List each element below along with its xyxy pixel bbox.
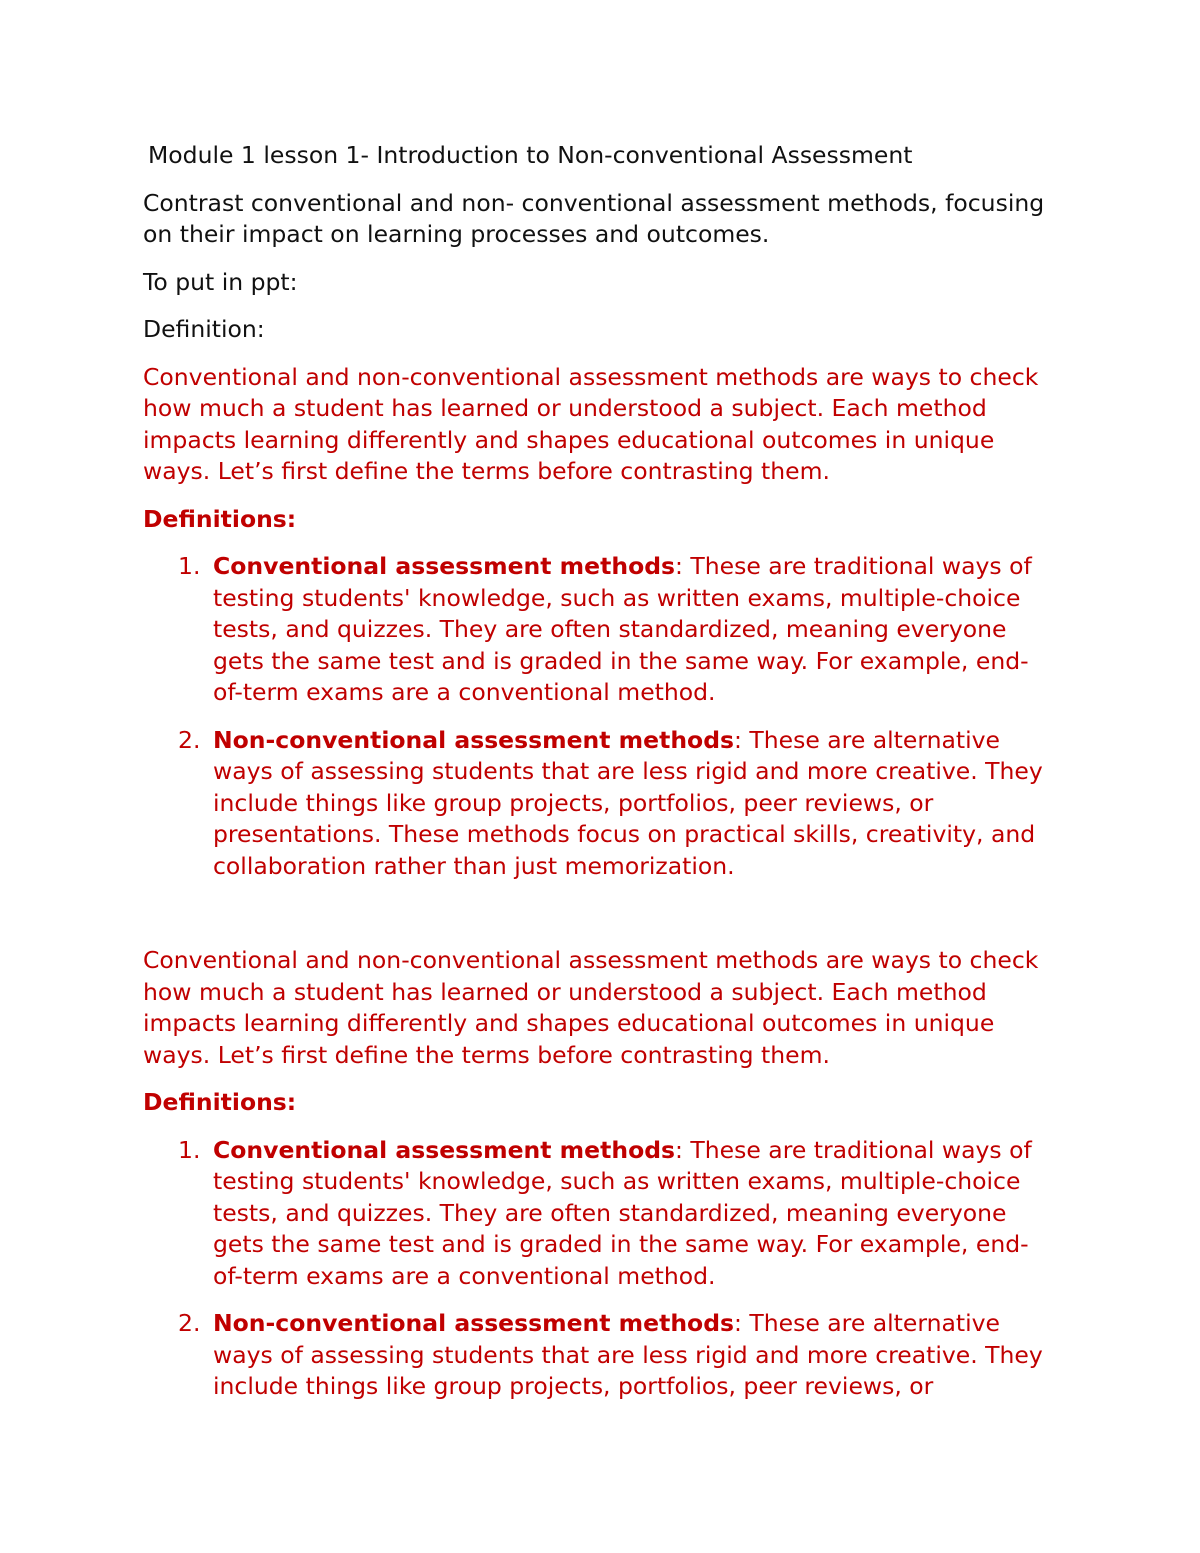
definition-item [143, 551, 1063, 709]
intro-line: ways. Let’s first define the terms before contrasting them. [143, 1040, 830, 1069]
definition-section [143, 945, 1063, 1403]
definition-text: : These are traditional ways of [675, 1135, 1032, 1164]
definition-line: gets the same test and is graded in the same way. For example, end- [213, 1230, 1029, 1258]
intro-line: how much a student has learned or understood a subject. Each method [143, 977, 987, 1006]
blank-line [143, 898, 1063, 945]
definitions-list [143, 551, 1063, 882]
definition-line: tests, and quizzes. They are often standardized, meaning everyone [213, 1198, 1007, 1227]
definition-label: Definition: [143, 315, 265, 343]
objective-line: Contrast conventional and non- conventional assessment methods, focusing [143, 188, 1045, 217]
objective-line: on their impact on learning processes and outcomes. [143, 220, 770, 248]
intro-paragraph [143, 362, 1063, 488]
definition-text: : These are traditional ways of [675, 552, 1032, 580]
definition-line: gets the same test and is graded in the same way. For example, end- [213, 646, 1029, 675]
definition-item [143, 725, 1063, 883]
intro-line: ways. Let’s first define the terms before contrasting them. [143, 457, 830, 485]
definition-line: tests, and quizzes. They are often standardized, meaning everyone [213, 615, 1007, 643]
intro-line: Conventional and non-conventional assessment methods are ways to check [143, 946, 1039, 974]
definition-line: testing students' knowledge, such as written exams, multiple-choice [213, 1167, 1021, 1195]
definition-item [143, 1308, 1063, 1403]
definition-section [143, 362, 1063, 883]
intro-line: impacts learning differently and shapes educational outcomes in unique [143, 1009, 995, 1037]
objective-paragraph [143, 188, 1063, 251]
definition-line: presentations. These methods focus on practical skills, creativity, and [213, 820, 1036, 848]
definition-term: Non-conventional assessment methods [213, 725, 735, 754]
list-number: 1. [178, 1135, 201, 1164]
list-number: 2. [178, 725, 201, 754]
definition-line: collaboration rather than just memorization. [213, 851, 735, 880]
ppt-label: To put in ppt: [143, 267, 298, 296]
definitions-heading: Definitions: [143, 504, 297, 533]
definitions-list [143, 1135, 1063, 1403]
definition-line: testing students' knowledge, such as written exams, multiple-choice [213, 583, 1021, 612]
definition-line: include things like group projects, portfolios, peer reviews, or [213, 788, 934, 817]
definition-line: of-term exams are a conventional method. [213, 1261, 716, 1290]
list-number: 1. [178, 552, 201, 580]
document-title: Module 1 lesson 1- Introduction to Non-conventional Assessment [148, 141, 913, 169]
intro-line: how much a student has learned or understood a subject. Each method [143, 394, 987, 422]
definition-line: ways of assessing students that are less rigid and more creative. They [213, 757, 1043, 785]
definition-text: : These are alternative [734, 1309, 1001, 1337]
definitions-heading: Definitions: [143, 1088, 297, 1116]
definition-line: of-term exams are a conventional method. [213, 678, 716, 706]
intro-line: impacts learning differently and shapes educational outcomes in unique [143, 425, 995, 454]
intro-paragraph [143, 945, 1063, 1071]
definition-text: : These are alternative [734, 725, 1001, 754]
document-page [143, 140, 1063, 1419]
definition-term: Conventional assessment methods [213, 552, 676, 580]
list-number: 2. [178, 1309, 201, 1337]
definition-line: ways of assessing students that are less rigid and more creative. They [213, 1340, 1043, 1369]
definition-item [143, 1135, 1063, 1293]
definition-term: Non-conventional assessment methods [213, 1309, 735, 1337]
intro-line: Conventional and non-conventional assessment methods are ways to check [143, 362, 1039, 391]
definition-term: Conventional assessment methods [213, 1135, 676, 1164]
definition-line: include things like group projects, portfolios, peer reviews, or [213, 1372, 934, 1400]
